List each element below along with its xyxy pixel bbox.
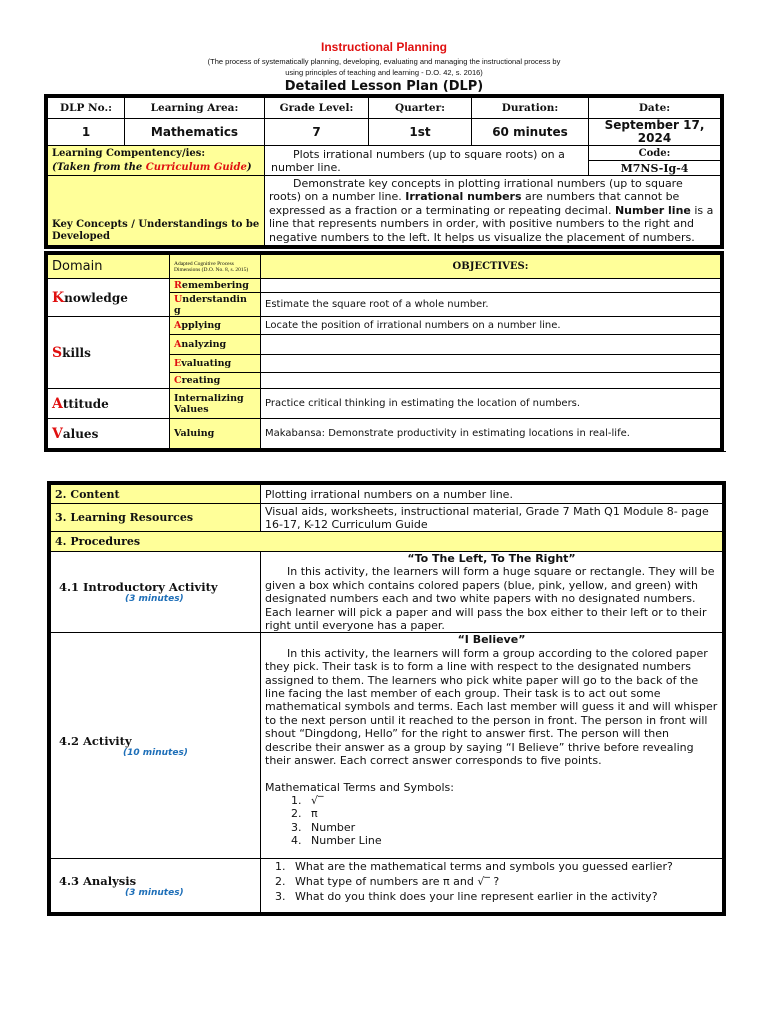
objective-analyzing [261, 335, 721, 355]
objective-valuing: Makabansa: Demonstrate productivity in estimating locations in real-life. [261, 419, 721, 449]
learning-area-value: Mathematics [125, 119, 265, 146]
list-item: 1. What are the mathematical terms and symbols you guessed earlier? [289, 859, 718, 874]
page-subtitle: (The process of systematically planning, developing, evaluating and managing the instructional process by using principles of teaching and learning - D.O. 42, s. 2016) [207, 57, 561, 77]
dim-analyzing: Analyzing [170, 335, 261, 355]
terms-list [265, 794, 718, 848]
intro-activity-text: “To The Left, To The Right” In this activity, the learners will form a huge square or rectangle. They will be given a box which contains colored papers (blue, pink, yellow, and green) with designated numbers each and two white papers with no designated numbers. Each learner will pick a paper and will pass the box either to their left or to their right until everyone has a paper. [261, 552, 723, 633]
objective-evaluating [261, 355, 721, 373]
activity-time: (10 minutes) [123, 747, 188, 758]
dim-valuing: Valuing [170, 419, 261, 449]
learning-area-label: Learning Area: [125, 98, 265, 119]
date-label: Date: [589, 98, 721, 119]
dlp-title: Detailed Lesson Plan (DLP) [284, 79, 484, 94]
grade-level-value: 7 [265, 119, 369, 146]
objective-understanding: Estimate the square root of a whole number. [261, 293, 721, 317]
dlp-no-label: DLP No.: [48, 98, 125, 119]
domain-header: Domain [48, 255, 170, 279]
activity-text: “I Believe” In this activity, the learners will form a group according to the colored paper they pick. Their task is to form a line with respect to the designated numbers assigned to them. The learners who pick white paper will go to the back of the line facing the last member of each group. Their task is to act out some mathematical symbols and terms. Each last member will guess it and will whisper to the next person until it reached to the person in front. The person in front will shout “Dingdong, Hello” for the right to answer first. The person will then describe their answer as a group by saying “I Believe” thrive before revealing their answer. Each correct answer corresponds to five points. Mathematical Terms and Symbols: 1. √‾ 2. π 3. Number 4. Number Line [261, 633, 723, 859]
terms-label: Mathematical Terms and Symbols: [265, 780, 454, 794]
dim-understanding: Understandin g [170, 293, 261, 317]
objective-internalizing: Practice critical thinking in estimating the location of numbers. [261, 389, 721, 419]
key-concepts-label: Key Concepts / Understandings to be Developed [48, 176, 265, 246]
procedures-table [50, 484, 723, 913]
objective-applying: Locate the position of irrational numbers on a number line. [261, 317, 721, 335]
resources-text: Visual aids, worksheets, instructional material, Grade 7 Math Q1 Module 8- page 16-17, K-12 Curriculum Guide [261, 504, 723, 532]
objectives-table [47, 254, 721, 449]
list-item: 3. What do you think does your line represent earlier in the activity? [289, 889, 718, 904]
objective-creating [261, 373, 721, 389]
analysis-questions [261, 859, 723, 913]
competency-label-line2: (Taken from the Curriculum Guide) [52, 161, 252, 173]
analysis-time: (3 minutes) [125, 887, 184, 898]
list-item: 3. Number [305, 821, 718, 834]
intro-activity-time: (3 minutes) [125, 594, 184, 605]
content-text: Plotting irrational numbers on a number line. [261, 485, 723, 504]
duration-label: Duration: [472, 98, 589, 119]
list-item: 4. Number Line [305, 834, 718, 847]
list-item: 1. √‾ [305, 794, 718, 807]
quarter-label: Quarter: [369, 98, 472, 119]
dim-evaluating: Evaluating [170, 355, 261, 373]
competency-label-line1: Learning Compentency/ies: [52, 147, 206, 159]
domain-values: Values [48, 419, 170, 449]
duration-value: 60 minutes [472, 119, 589, 146]
resources-label: 3. Learning Resources [51, 504, 261, 532]
activity-title: “I Believe” [457, 633, 526, 647]
objective-remembering [261, 279, 721, 293]
code-label: Code: [589, 146, 721, 161]
dim-creating: Creating [170, 373, 261, 389]
list-item: 2. What type of numbers are π and √‾ ? [289, 874, 718, 889]
dim-internalizing: Internalizing Values [170, 389, 261, 419]
competency-text: Plots irrational numbers (up to square roots) on a number line. [265, 146, 589, 176]
domain-skills: Skills [48, 317, 170, 389]
key-concepts-text: Demonstrate key concepts in plotting irrational numbers (up to square roots) on a number line. Irrational numbers are numbers that cannot be expressed as a fraction or a terminating or repeating decimal. Number line is a line that represents numbers in order, with positive numbers to the right and negative numbers to the left. It helps us visualize the placement of numbers. [265, 176, 721, 246]
objectives-header: OBJECTIVES: [261, 255, 721, 279]
intro-activity-label: 4.1 Introductory Activity (3 minutes) [51, 552, 261, 633]
page-title: Instructional Planning [320, 40, 447, 54]
quarter-value: 1st [369, 119, 472, 146]
dlp-no-value: 1 [48, 119, 125, 146]
grade-level-label: Grade Level: [265, 98, 369, 119]
content-label: 2. Content [51, 485, 261, 504]
domain-attitude: Attitude [48, 389, 170, 419]
list-item: 2. π [305, 807, 718, 820]
dim-applying: Applying [170, 317, 261, 335]
dlp-info-table [47, 97, 721, 246]
analysis-label: 4.3 Analysis (3 minutes) [51, 859, 261, 913]
intro-activity-title: “To The Left, To The Right” [407, 552, 576, 565]
code-value: M7NS-Ig-4 [589, 161, 721, 176]
section-divider [47, 451, 726, 452]
activity-label: 4.2 Activity (10 minutes) [51, 633, 261, 859]
dimensions-header: Adapted Cognitive Process Dimensions (D.O. No. 8, s. 2015) [170, 255, 261, 279]
competency-label [48, 146, 265, 176]
dim-remembering: Remembering [170, 279, 261, 293]
procedures-label: 4. Procedures [51, 532, 723, 552]
date-value: September 17, 2024 [589, 119, 721, 146]
domain-knowledge: Knowledge [48, 279, 170, 317]
